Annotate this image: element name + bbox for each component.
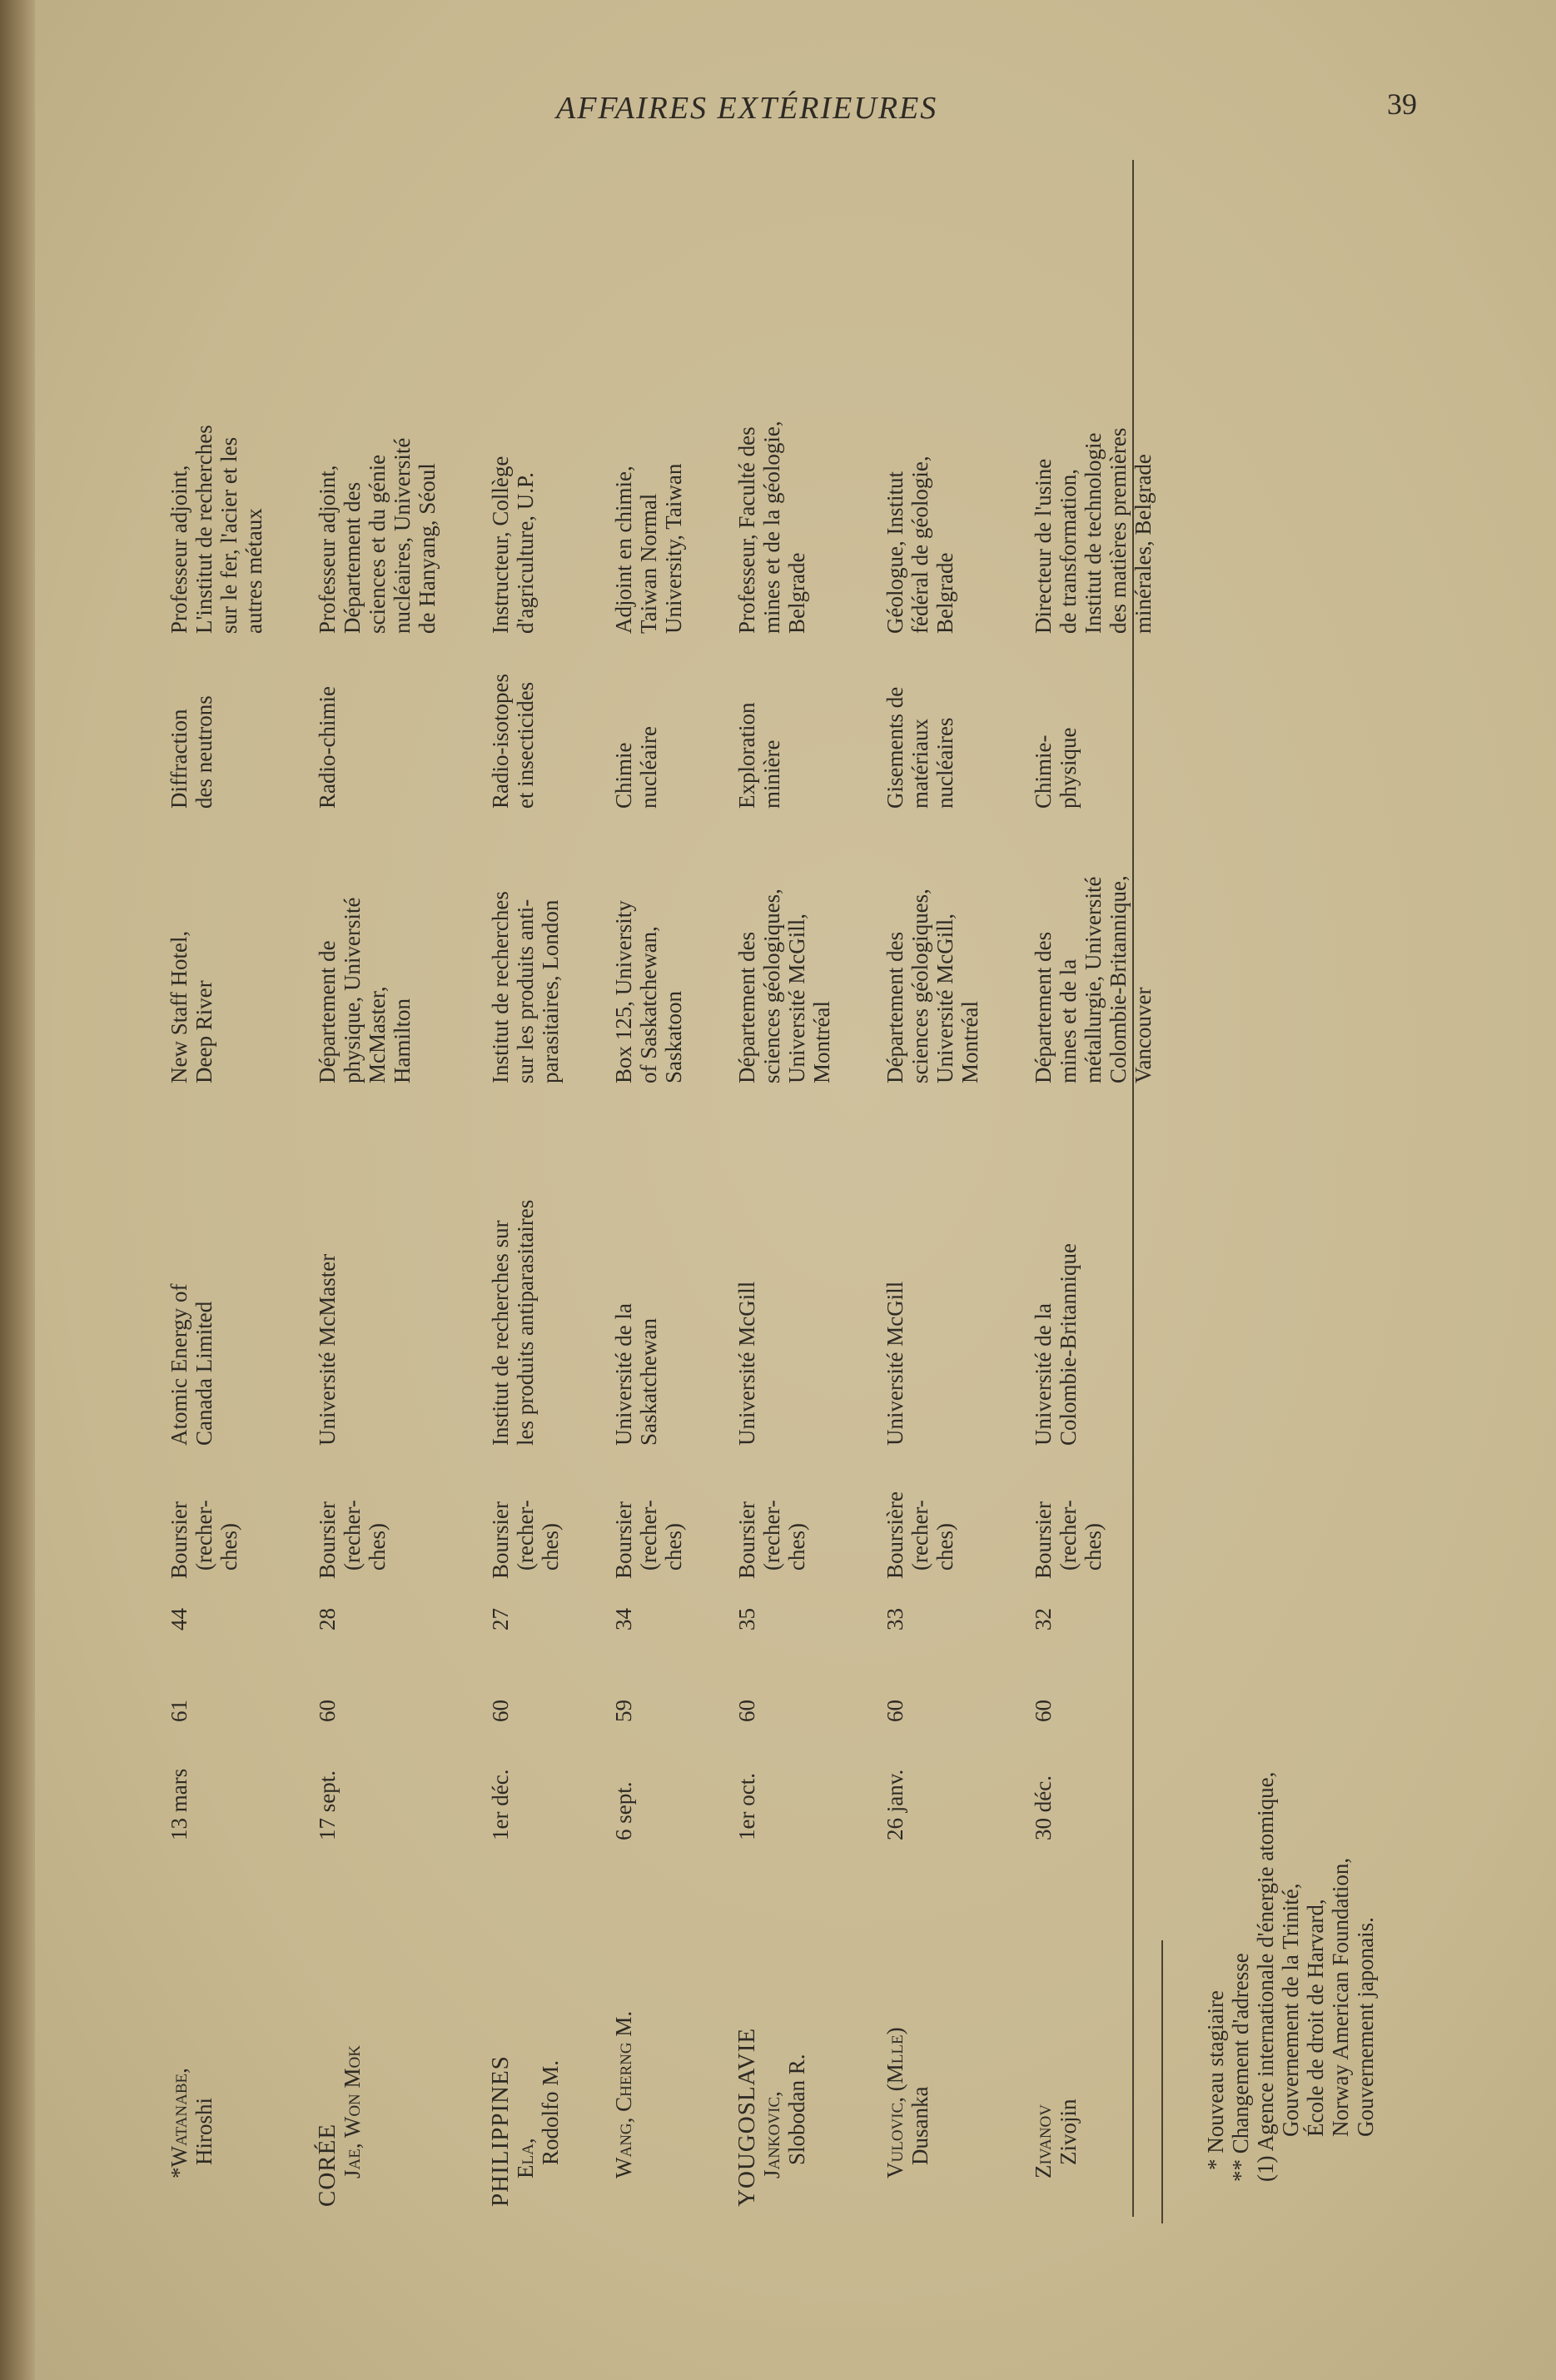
arrival-date: 30 déc. [1031,1775,1056,1840]
field-of-study: Radio-chimie [315,686,340,809]
country-heading: CORÉE [314,2123,341,2207]
institution: Atomic Energy of Canada Limited [167,1283,216,1446]
table-row [734,167,834,2207]
footnote-rule [1161,1940,1163,2223]
field-of-study: Chimie- physique [1031,727,1081,809]
arrival-date: 1er déc. [488,1769,513,1840]
age: 33 [882,1608,907,1631]
table-row [611,167,686,2207]
arrival-year: 60 [488,1700,513,1722]
field-of-study: Chimie nucléaire [611,726,661,809]
page-number: 39 [1387,87,1417,121]
arrival-year: 60 [882,1700,907,1722]
person-name: Ela, [513,2138,538,2178]
field-of-study: Exploration minière [734,702,784,809]
status: Boursier (recher- ches) [1031,1500,1106,1579]
home-position: Instructeur, Collège d'agriculture, U.P. [488,456,538,634]
person-name-line2: Hiroshi [191,2098,216,2165]
person-name: Vulovic, (Mlle) [882,2027,907,2178]
footnote-1-line1: (1) Agence internationale d'énergie atomique, [1253,1771,1278,2182]
institution: Université de la Saskatchewan [611,1303,661,1446]
arrival-date: 17 sept. [315,1770,340,1840]
institution: Université McGill [882,1281,907,1446]
status: Boursier (recher- ches) [315,1500,390,1579]
home-position: Géologue, Institut fédéral de géologie, Belgrade [882,456,957,634]
person-name: *Watanabe, [167,2068,191,2178]
home-position: Professeur adjoint, Département des sciences et du génie nucléaires, Université de Hanyang, Séoul [315,437,440,634]
address: Département de physique, Université McMaster, Hamilton [315,897,415,1083]
arrival-date: 6 sept. [611,1781,636,1840]
institution: Université McMaster [315,1253,340,1446]
footnote-1-line4: Norway American Foundation, [1328,1857,1353,2137]
institution: Université de la Colombie-Britannique [1031,1243,1081,1446]
book-spine-shadow [0,0,35,2380]
status: Boursière (recher- ches) [882,1491,957,1579]
table-row [488,167,563,2207]
address: Département des sciences géologiques, Université McGill, Montréal [882,889,982,1083]
arrival-date: 13 mars [167,1768,191,1840]
field-of-study: Radio-isotopes et insecticides [488,674,538,809]
address: Box 125, University of Saskatchewan, Saskatoon [611,900,686,1083]
home-position: Adjoint en chimie, Taiwan Normal University, Taiwan [611,463,686,634]
address: New Staff Hotel, Deep River [167,930,216,1083]
home-position: Professeur adjoint, L'institut de recherches sur le fer, l'acier et les autres métaux [167,425,266,634]
arrival-year: 60 [1031,1700,1056,1722]
person-name: Jankovic, [759,2091,784,2178]
age: 28 [315,1608,340,1631]
status: Boursier (recher- ches) [611,1500,686,1579]
person-name: Jae, Won Mok [340,2045,365,2178]
field-of-study: Diffraction des neutrons [167,695,216,809]
running-title: AFFAIRES EXTÉRIEURES [556,91,938,126]
page-header [0,83,1556,133]
person-name: Wang, Cherng M. [611,2010,636,2178]
age: 32 [1031,1608,1056,1631]
footnote-1-line5: Gouvernement japonais. [1353,1917,1378,2137]
age: 44 [167,1608,191,1631]
home-position: Professeur, Faculté des mines et de la géologie, Belgrade [734,421,809,634]
age: 34 [611,1608,636,1631]
address: Institut de recherches sur les produits anti- parasitaires, London [488,891,563,1083]
arrival-date: 1er oct. [734,1773,759,1840]
age: 35 [734,1608,759,1631]
footnotes [1203,1772,1378,2207]
institution: Institut de recherches sur les produits antiparasitaires [488,1199,538,1446]
arrival-date: 26 janv. [882,1769,907,1840]
country-heading: PHILIPPINES [487,2055,514,2207]
footnote-1-line2: Gouvernement de la Trinité, [1278,1883,1303,2137]
arrival-year: 60 [734,1700,759,1722]
country-heading: YOUGOSLAVIE [733,2027,760,2207]
footnote-new-trainee: * Nouveau stagiaire [1203,1990,1228,2170]
arrival-year: 61 [167,1700,191,1722]
field-of-study: Gisements de matériaux nucléaires [882,686,957,809]
table-row [882,167,982,2207]
age: 27 [488,1608,513,1631]
footnote-address-change: ** Changement d'adresse [1228,1953,1253,2182]
address: Département des mines et de la métallurgie, Université Colombie-Britannique, Vancouver [1031,875,1156,1083]
footnote-1-line3: École de droit de Harvard, [1303,1899,1328,2137]
table-row [167,167,266,2207]
arrival-year: 59 [611,1700,636,1722]
status: Boursier (recher- ches) [488,1500,563,1579]
person-name-line2: Slobodan R. [784,2054,809,2165]
status: Boursier (recher- ches) [734,1500,809,1579]
status: Boursier (recher- ches) [167,1500,241,1579]
person-name-line2: Zivojin [1056,2099,1081,2165]
arrival-year: 60 [315,1700,340,1722]
address: Département des sciences géologiques, Université McGill, Montréal [734,889,834,1083]
institution: Université McGill [734,1281,759,1446]
person-name: Zivanov [1031,2104,1056,2178]
rotated-table [167,167,1378,2207]
table-row [315,167,440,2207]
person-name-line2: Dusanka [907,2086,932,2165]
table-row [1031,167,1156,2207]
person-name-line2: Rodolfo M. [538,2059,563,2165]
home-position: Directeur de l'usine de transformation, Institut de technologie des matières premières minérales, Belgrade [1031,427,1156,634]
